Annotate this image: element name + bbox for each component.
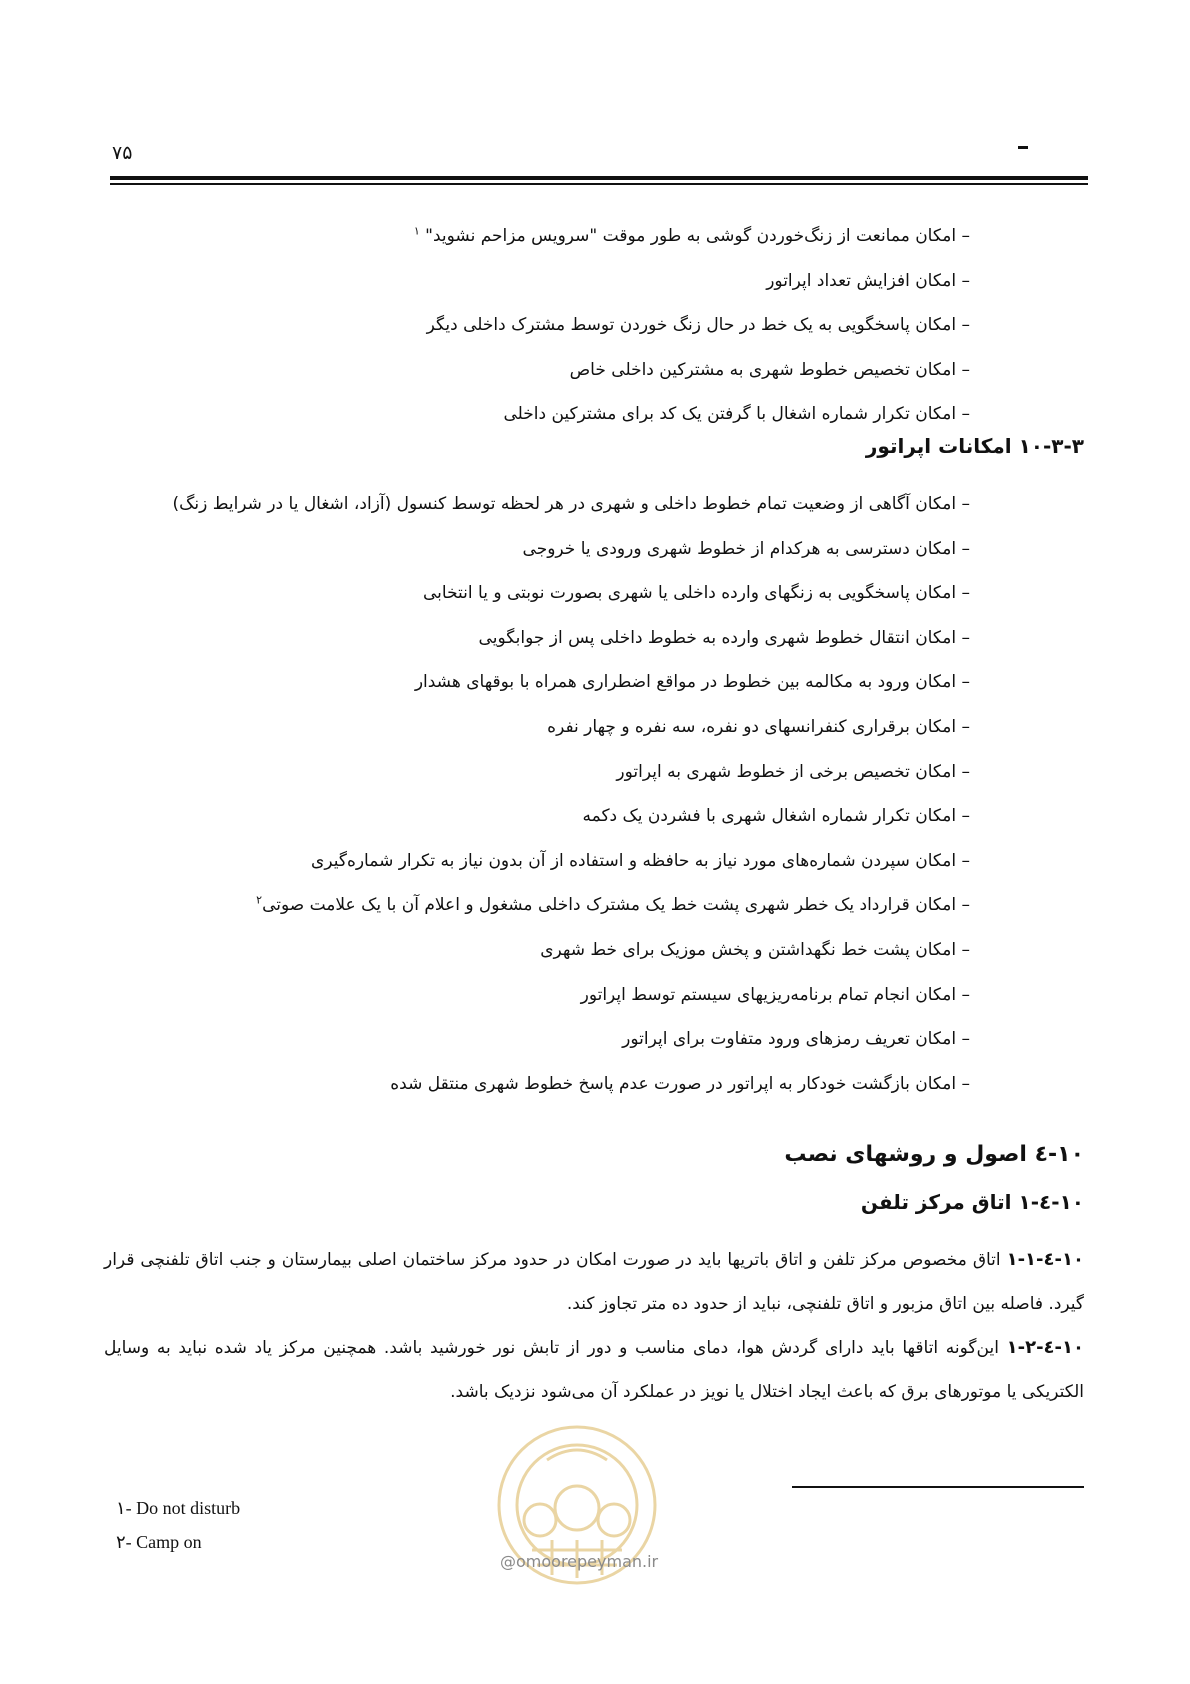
list-item: – امکان ممانعت از زنگ‌خوردن گوشی به طور موقت "سرویس مزاحم نشوید" $^۱$: [413, 224, 970, 246]
footnote-1: ۱- Do not disturb: [116, 1498, 241, 1518]
paragraph-10-4-1-2: [104, 1326, 1084, 1414]
paragraph-10-4-1-1: [104, 1238, 1084, 1326]
footnote-rule: [792, 1486, 1084, 1488]
watermark-site: @omoorepeyman.ir: [500, 1552, 659, 1571]
paragraph-text: اتاق مخصوص مرکز تلفن و اتاق باتریها باید در صورت امکان در حدود مرکز ساختمان اصلی بیمارستان و جنب اتاق تلفنچی قرار گیرد. فاصله بین اتاق مزبور و اتاق تلفنچی، نباید از حدود ده متر تجاوز کند.: [104, 1250, 1084, 1314]
section-heading-10-4: ۱۰-٤ اصول و روشهای نصب: [784, 1142, 1084, 1167]
list-item: – امکان تکرار شماره اشغال شهری با فشردن یک دکمه: [582, 806, 970, 827]
list-item: – امکان سپردن شماره‌های مورد نیاز به حافظه و استفاده از آن بدون نیاز به تکرار شماره‌گیری: [311, 850, 970, 871]
list-item: – امکان پاسخگویی به یک خط در حال زنگ خوردن توسط مشترک داخلی دیگر: [426, 315, 970, 336]
list-item: – امکان آگاهی از وضعیت تمام خطوط داخلی و شهری در هر لحظه توسط کنسول (آزاد، اشغال یا در شرایط زنگ): [172, 494, 970, 514]
list-item: – امکان تخصیص خطوط شهری به مشترکین داخلی خاص: [569, 359, 970, 380]
list-item: – امکان پاسخگویی به زنگهای وارده داخلی یا شهری بصورت نوبتی و یا انتخابی: [423, 583, 970, 604]
list-operator: [10, 482, 970, 1106]
list-item: – امکان برقراری کنفرانسهای دو نفره، سه نفره و چهار نفره: [547, 716, 970, 737]
list-item: – امکان بازگشت خودکار به اپراتور در صورت عدم پاسخ خطوط شهری منتقل شده: [390, 1073, 970, 1094]
list-item: – امکان دسترسی به هرکدام از خطوط شهری ورودی یا خروجی: [522, 538, 970, 559]
paragraph-number: ۱۰-٤-۱-۲: [1006, 1337, 1085, 1358]
list-item: – امکان قرارداد یک خطر شهری پشت خط یک مشترک داخلی مشغول و اعلام آن با یک علامت صوتی$^۲$: [256, 893, 970, 916]
list-item: – امکان تعریف رمزهای ورود متفاوت برای اپراتور: [622, 1029, 970, 1050]
list-item: – امکان ورود به مکالمه بین خطوط در مواقع اضطراری همراه با بوقهای هشدار: [414, 672, 970, 693]
list-item: – امکان افزایش تعداد اپراتور: [766, 270, 970, 291]
paragraph-text: این‌گونه اتاقها باید دارای گردش هوا، دمای مناسب و دور از تابش نور خورشید باشد. همچنین مرکز یاد شده نباید به وسایل الکتریکی یا موتورهای برق که باعث ایجاد اختلال یا نویز در عملکرد آن می‌شود نزدیک باشد.: [104, 1338, 1084, 1402]
header-rule-thin: [110, 183, 1088, 185]
list-item: – امکان انتقال خطوط شهری وارده به خطوط داخلی پس از جوابگویی: [478, 627, 970, 648]
section-heading-10-3-3: ۱۰-۳-۳ امکانات اپراتور: [865, 434, 1084, 458]
list-item: – امکان تکرار شماره اشغال با گرفتن یک کد برای مشترکین داخلی: [503, 404, 970, 425]
footnote-ref-2: ۲: [256, 893, 263, 907]
list-item: – امکان پشت خط نگهداشتن و پخش موزیک برای خط شهری: [540, 939, 970, 960]
footnote-ref-1: ۱: [413, 224, 420, 238]
page-number: ۷۵: [112, 142, 133, 164]
list-item: – امکان تخصیص برخی از خطوط شهری به اپراتور: [616, 761, 970, 782]
list-item: – امکان انجام تمام برنامه‌ریزیهای سیستم توسط اپراتور: [580, 984, 970, 1005]
paragraph-number: ۱۰-٤-۱-۱: [1006, 1249, 1084, 1270]
section-heading-10-4-1: ۱۰-٤-۱ اتاق مرکز تلفن: [860, 1190, 1084, 1214]
header-rule-thick: [110, 176, 1088, 180]
header-mark: [1018, 146, 1028, 149]
list-top: [110, 214, 970, 437]
footnote-2: ۲- Camp on: [116, 1532, 202, 1552]
